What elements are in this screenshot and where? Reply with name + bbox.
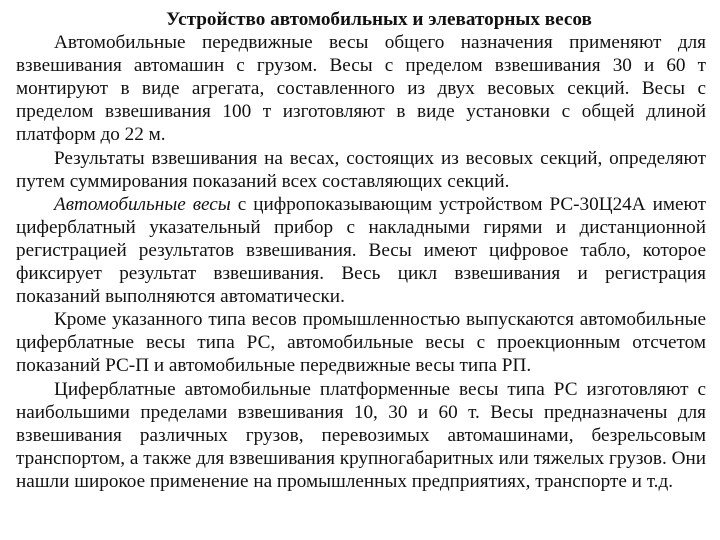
document-title: Устройство автомобильных и элеваторных весов bbox=[166, 9, 592, 30]
paragraph-5: Циферблатные автомобильные платформенные весы типа РС изготовляют с наибольшими пределами взвешивания 10, 30 и 60 т. Весы предназначены для взвешивания различных грузов, перевозимых автомашинами, безрельсовым транспортом, а также для взвешивания крупногабаритных или тяжелых грузов. Они нашли широкое применение на промышленных предприятиях, транспорте и т.д. bbox=[16, 378, 706, 492]
paragraph-3-italic-term: Автомобильные весы bbox=[54, 193, 231, 215]
paragraph-2: Результаты взвешивания на весах, состоящих из весовых секций, определяют путем суммирования показаний всех составляющих секций. bbox=[16, 147, 706, 192]
paragraph-4: Кроме указанного типа весов промышленностью выпускаются автомобильные циферблатные весы типа РС, автомобильные весы с проекционным отсчетом показаний РС-П и автомобильные передвижные весы типа РП. bbox=[16, 309, 706, 377]
paragraph-3-text: с цифропоказывающим устройством РС-30Ц24А имеют циферблатный указательный прибор с накладными гирями и дистанционной регистрацией результатов взвешивания. Весы имеют цифровое табло, которое фиксирует результат взвешивания. Весь цикл взвешивания и регистрация показаний выполняются автоматически. bbox=[16, 193, 706, 308]
paragraph-3 bbox=[16, 193, 706, 308]
paragraph-1: Автомобильные передвижные весы общего назначения применяют для взвешивания автомашин с грузом. Весы с пределом взвешивания 30 и 60 т монтируют в виде агрегата, составленного из двух весовых секций. Весы с пределом взвешивания 100 т изготовляют в виде установки с общей длиной платформ до 22 м. bbox=[16, 32, 706, 146]
document-body bbox=[16, 8, 706, 493]
